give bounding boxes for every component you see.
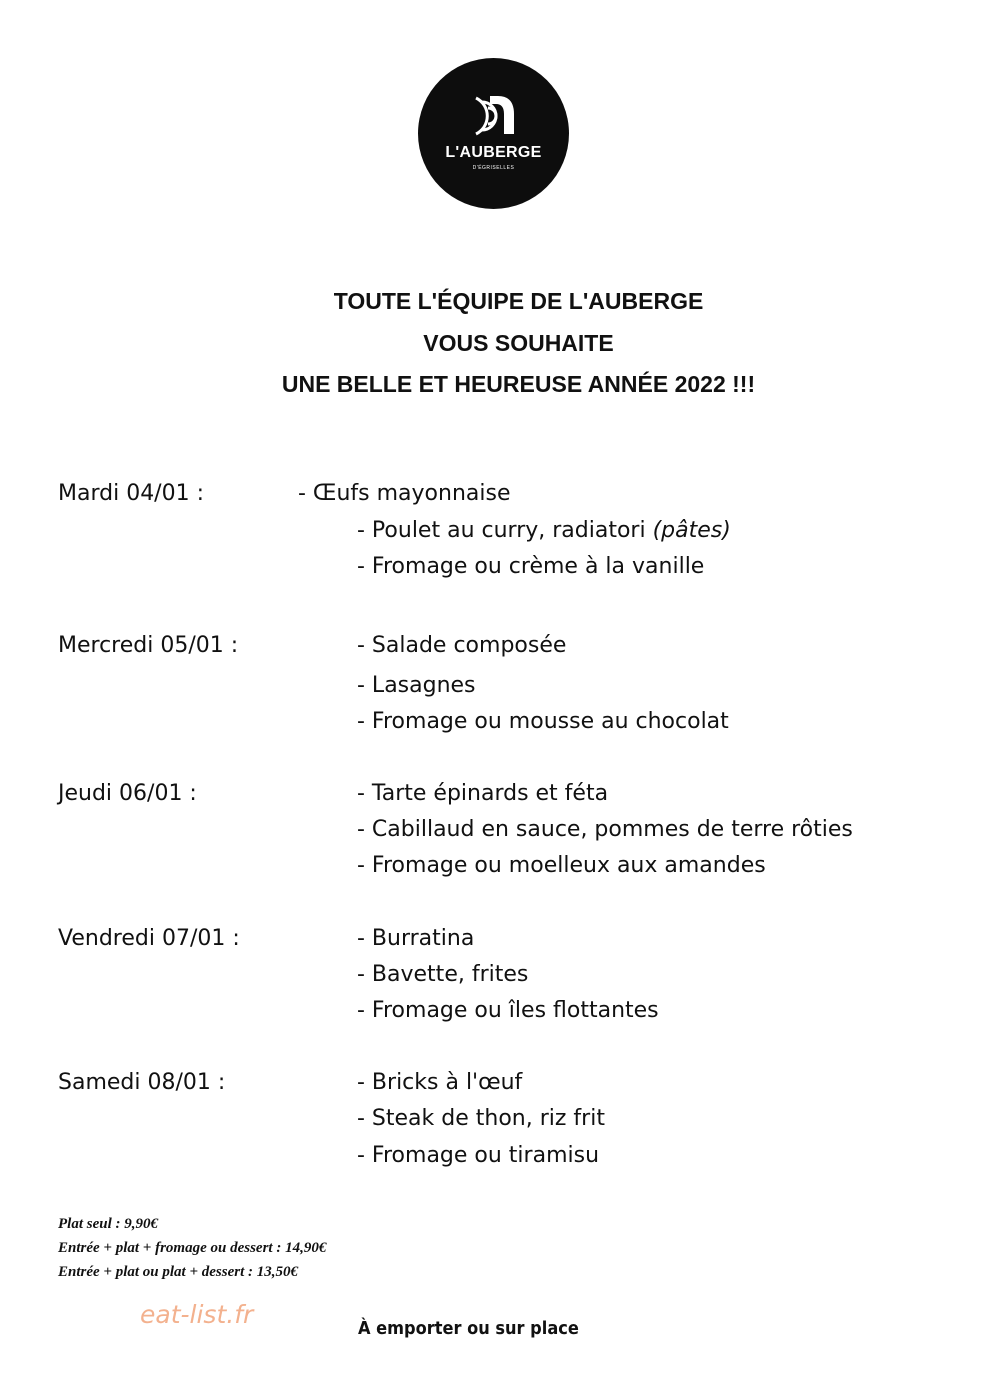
- greeting-line: TOUTE L'ÉQUIPE DE L'AUBERGE: [333, 288, 704, 314]
- takeaway-note: À emporter ou sur place: [358, 1318, 579, 1339]
- menu-dish: - Lasagnes: [357, 673, 476, 698]
- new-year-greeting: [0, 281, 989, 406]
- greeting-line: UNE BELLE ET HEUREUSE ANNÉE 2022 !!!: [281, 371, 756, 397]
- menu-dish: - Steak de thon, riz frit: [357, 1106, 605, 1131]
- menu-dish: - Œufs mayonnaise: [298, 481, 511, 506]
- menu-dish: - Burratina: [357, 926, 475, 951]
- menu-dish: - Fromage ou crème à la vanille: [357, 554, 705, 579]
- price-line: Plat seul : 9,90€: [58, 1216, 158, 1232]
- menu-dish: - Tarte épinards et féta: [357, 781, 609, 806]
- menu-dish: - Fromage ou îles flottantes: [357, 998, 659, 1023]
- menu-dish: - Fromage ou tiramisu: [357, 1143, 600, 1168]
- menu-dish: - Fromage ou moelleux aux amandes: [357, 853, 766, 878]
- price-line: Entrée + plat + fromage ou dessert : 14,90€: [58, 1240, 327, 1256]
- price-list: [58, 1212, 326, 1284]
- greeting-line: VOUS SOUHAITE: [423, 329, 614, 356]
- logo-subname: D'ÉGRISELLES: [472, 165, 515, 171]
- menu-dish-note: (pâtes): [652, 518, 731, 543]
- logo-name: L'AUBERGE: [445, 144, 542, 161]
- menu-dish: - Bricks à l'œuf: [357, 1070, 523, 1095]
- price-line: Entrée + plat ou plat + dessert : 13,50€: [58, 1264, 299, 1280]
- restaurant-logo: [418, 58, 569, 209]
- menu-day-saturday: Samedi 08/01 :: [58, 1070, 226, 1095]
- menu-dish: [357, 518, 731, 543]
- menu-day-thursday: Jeudi 06/01 :: [58, 781, 197, 806]
- menu-dish: - Bavette, frites: [357, 962, 529, 987]
- watermark: eat-list.fr: [140, 1300, 254, 1329]
- menu-dish: - Cabillaud en sauce, pommes de terre rôties: [357, 817, 853, 842]
- menu-day-wednesday: Mercredi 05/01 :: [58, 633, 239, 658]
- menu-dish: - Salade composée: [357, 633, 567, 658]
- menu-day-friday: Vendredi 07/01 :: [58, 926, 240, 951]
- menu-day-tuesday: Mardi 04/01 :: [58, 481, 204, 506]
- auberge-emblem-icon: [468, 92, 518, 138]
- menu-dish-text: - Poulet au curry, radiatori: [357, 518, 646, 543]
- menu-dish: - Fromage ou mousse au chocolat: [357, 709, 729, 734]
